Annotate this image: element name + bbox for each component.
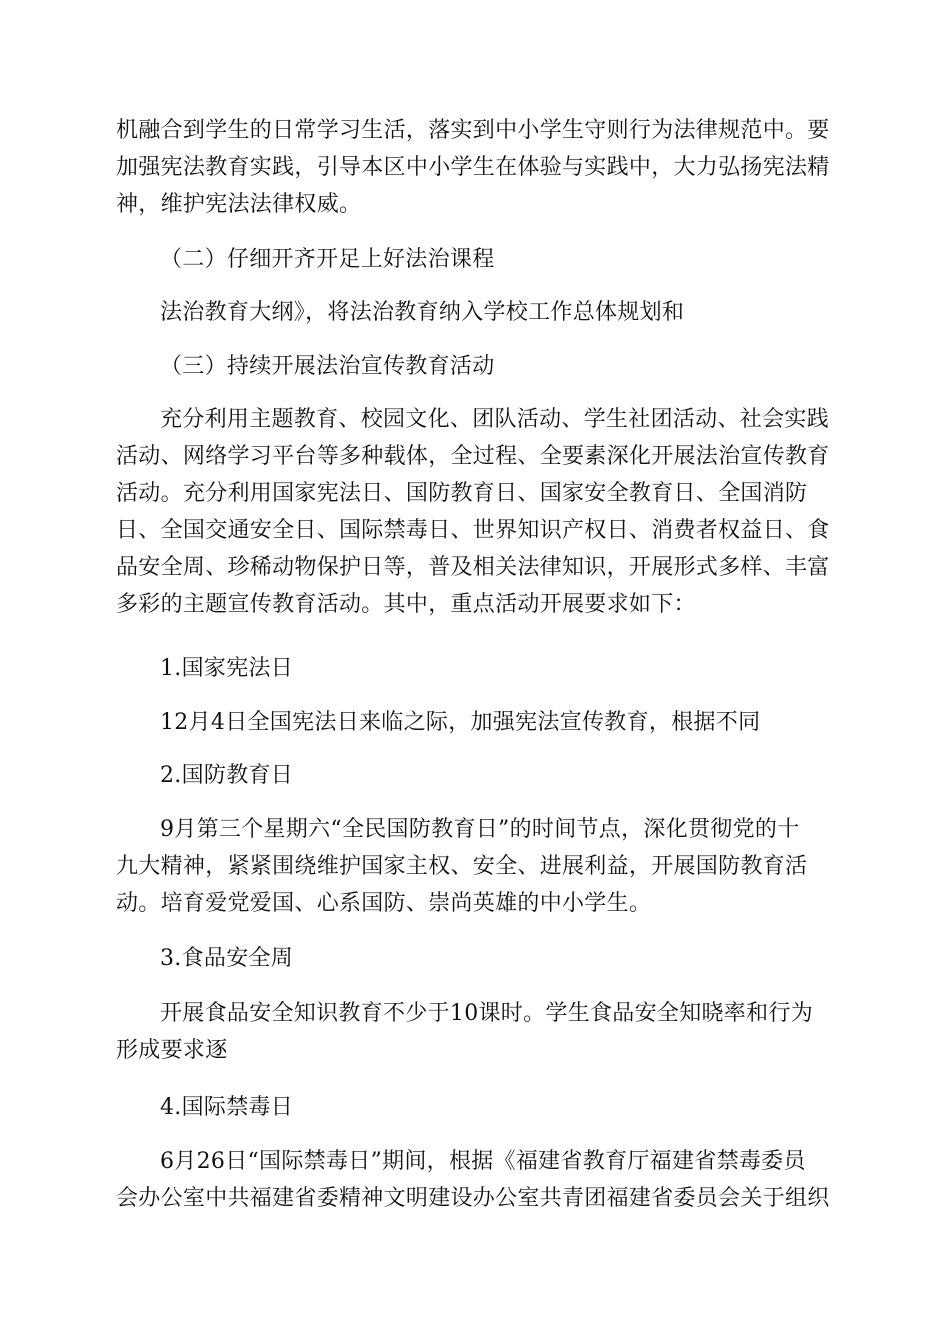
paragraph-line: 神，维护宪法法律权威。: [116, 192, 362, 217]
list-heading-anti-drug-day: 4.国际禁毒日: [160, 1095, 294, 1120]
paragraph-line: 活动、网络学习平台等多种载体，全过程、全要素深化开展法治宣传教育: [116, 444, 830, 469]
paragraph-law-curriculum: 法治教育大纲》，将法治教育纳入学校工作总体规划和: [160, 300, 685, 325]
paragraph-line: 活动。充分利用国家宪法日、国防教育日、国家安全教育日、全国消防: [116, 481, 808, 506]
paragraph-line: 形成要求逐: [116, 1038, 228, 1063]
paragraph-line: 品安全周、珍稀动物保护日等，普及相关法律知识，开展形式多样、丰富: [116, 555, 830, 580]
paragraph-constitution-day: 12月4日全国宪法日来临之际，加强宪法宣传教育，根据不同: [160, 710, 761, 735]
section-heading-2: （二）仔细开齐开足上好法治课程: [160, 247, 495, 272]
section-heading-3: （三）持续开展法治宣传教育活动: [160, 354, 495, 379]
paragraph-line: 充分利用主题教育、校园文化、团队活动、学生社团活动、社会实践: [160, 407, 830, 432]
paragraph-line: 九大精神，紧紧围绕维护国家主权、安全、进展利益，开展国防教育活: [116, 854, 808, 879]
list-heading-constitution-day: 1.国家宪法日: [160, 656, 294, 681]
paragraph-line: 加强宪法教育实践，引导本区中小学生在体验与实践中，大力弘扬宪法精: [116, 155, 830, 180]
paragraph-line: 多彩的主题宣传教育活动。其中，重点活动开展要求如下：: [116, 592, 696, 617]
paragraph-defense-day: [116, 811, 836, 922]
paragraph-publicity-activities: [116, 401, 836, 623]
paragraph-constitution-education: [116, 112, 836, 223]
paragraph-food-safety-week: [116, 995, 836, 1069]
paragraph-anti-drug-day: [116, 1143, 836, 1217]
paragraph-line: 会办公室中共福建省委精神文明建设办公室共青团福建省委员会关于组织: [116, 1186, 830, 1211]
paragraph-line: 6月26日“国际禁毒日”期间，根据《福建省教育厅福建省禁毒委员: [160, 1149, 806, 1174]
paragraph-line: 9月第三个星期六“全民国防教育日”的时间节点，深化贯彻党的十: [160, 817, 800, 842]
paragraph-line: 开展食品安全知识教育不少于10课时。学生食品安全知晓率和行为: [160, 1001, 813, 1026]
paragraph-line: 日、全国交通安全日、国际禁毒日、世界知识产权日、消费者权益日、食: [116, 518, 830, 543]
paragraph-line: 机融合到学生的日常学习生活，落实到中小学生守则行为法律规范中。要: [116, 118, 830, 143]
list-heading-food-safety-week: 3.食品安全周: [160, 946, 294, 971]
list-heading-defense-day: 2.国防教育日: [160, 763, 294, 788]
paragraph-line: 动。培育爱党爱国、心系国防、崇尚英雄的中小学生。: [116, 891, 652, 916]
